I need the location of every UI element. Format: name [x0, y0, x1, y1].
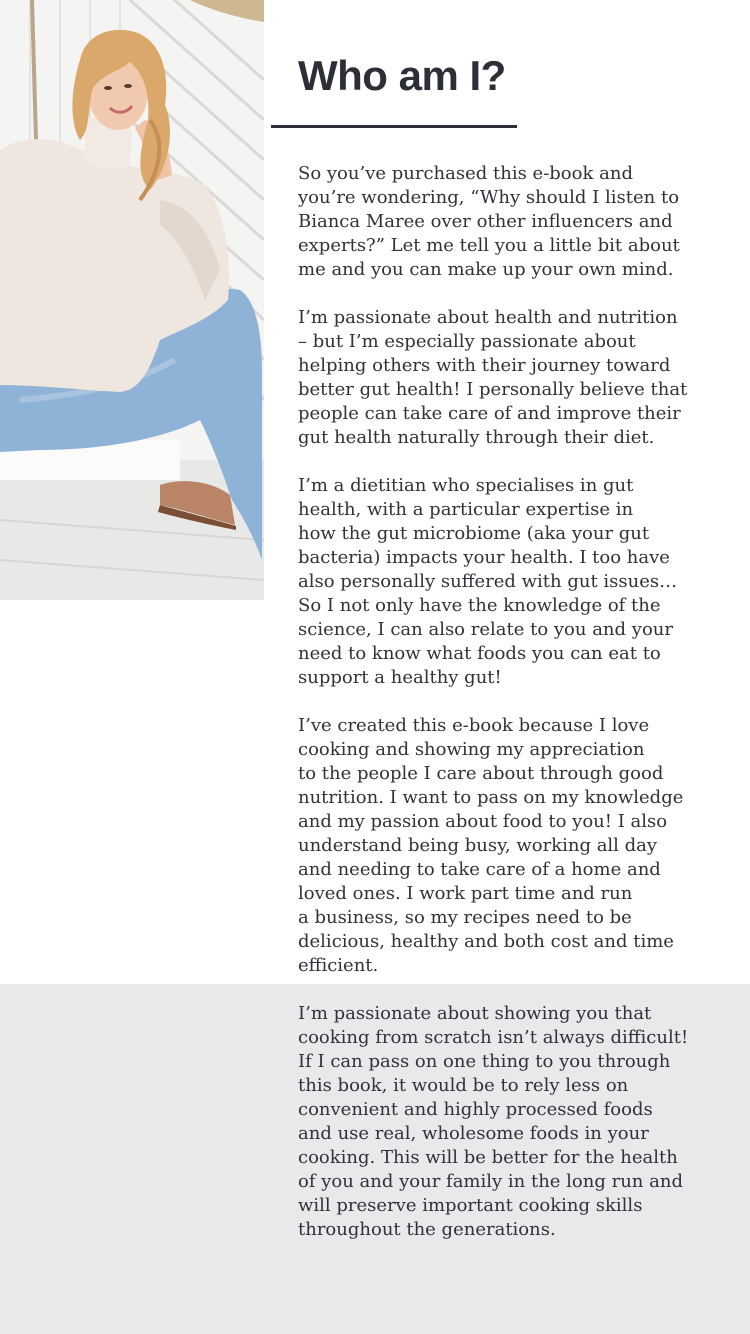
- text-line: cooking and showing my appreciation: [298, 739, 645, 760]
- text-line: bacteria) impacts your health. I too have: [298, 547, 670, 568]
- text-line: this book, it would be to rely less on: [298, 1075, 629, 1096]
- text-line: cooking from scratch isn’t always difficult!: [298, 1027, 689, 1048]
- passion-paragraph: [298, 306, 718, 450]
- text-line: you’re wondering, “Why should I listen to: [298, 187, 680, 208]
- text-line: understand being busy, working all day: [298, 835, 658, 856]
- text-line: science, I can also relate to you and your: [298, 619, 673, 640]
- text-line: I’m passionate about showing you that: [298, 1003, 652, 1024]
- text-line: I’ve created this e-book because I love: [298, 715, 650, 736]
- text-line: and use real, wholesome foods in your: [298, 1123, 649, 1144]
- text-line: convenient and highly processed foods: [298, 1099, 653, 1120]
- text-line: better gut health! I personally believe that: [298, 379, 688, 400]
- dietitian-paragraph: [298, 474, 718, 690]
- text-line: and my passion about food to you! I also: [298, 811, 668, 832]
- author-photo: [0, 0, 264, 600]
- page-title: Who am I?: [298, 52, 506, 99]
- text-line: and needing to take care of a home and: [298, 859, 661, 880]
- text-line: I’m passionate about health and nutrition: [298, 307, 678, 328]
- text-line: of you and your family in the long run and: [298, 1171, 683, 1192]
- text-line: If I can pass on one thing to you through: [298, 1051, 671, 1072]
- text-line: gut health naturally through their diet.: [298, 427, 655, 448]
- text-line: also personally suffered with gut issues…: [298, 571, 678, 592]
- text-line: – but I’m especially passionate about: [298, 331, 636, 352]
- intro-paragraph: [298, 162, 718, 282]
- title-underline: [271, 125, 517, 128]
- text-line: need to know what foods you can eat to: [298, 643, 661, 664]
- text-line: throughout the generations.: [298, 1219, 556, 1240]
- text-line: I’m a dietitian who specialises in gut: [298, 475, 634, 496]
- text-line: cooking. This will be better for the health: [298, 1147, 678, 1168]
- text-line: delicious, healthy and both cost and time: [298, 931, 674, 952]
- text-line: people can take care of and improve their: [298, 403, 681, 424]
- text-line: experts?” Let me tell you a little bit about: [298, 235, 680, 256]
- ebook-reason-paragraph: [298, 714, 718, 978]
- text-line: So I not only have the knowledge of the: [298, 595, 661, 616]
- text-line: loved ones. I work part time and run: [298, 883, 633, 904]
- text-line: health, with a particular expertise in: [298, 499, 634, 520]
- text-line: will preserve important cooking skills: [298, 1195, 643, 1216]
- text-line: Bianca Maree over other influencers and: [298, 211, 673, 232]
- cooking-paragraph: [298, 1002, 718, 1242]
- text-line: a business, so my recipes need to be: [298, 907, 632, 928]
- text-line: So you’ve purchased this e-book and: [298, 163, 633, 184]
- text-line: support a healthy gut!: [298, 667, 502, 688]
- text-line: to the people I care about through good: [298, 763, 664, 784]
- text-line: how the gut microbiome (aka your gut: [298, 523, 650, 544]
- text-line: nutrition. I want to pass on my knowledge: [298, 787, 684, 808]
- text-line: helping others with their journey toward: [298, 355, 671, 376]
- text-line: me and you can make up your own mind.: [298, 259, 674, 280]
- text-line: efficient.: [298, 955, 379, 976]
